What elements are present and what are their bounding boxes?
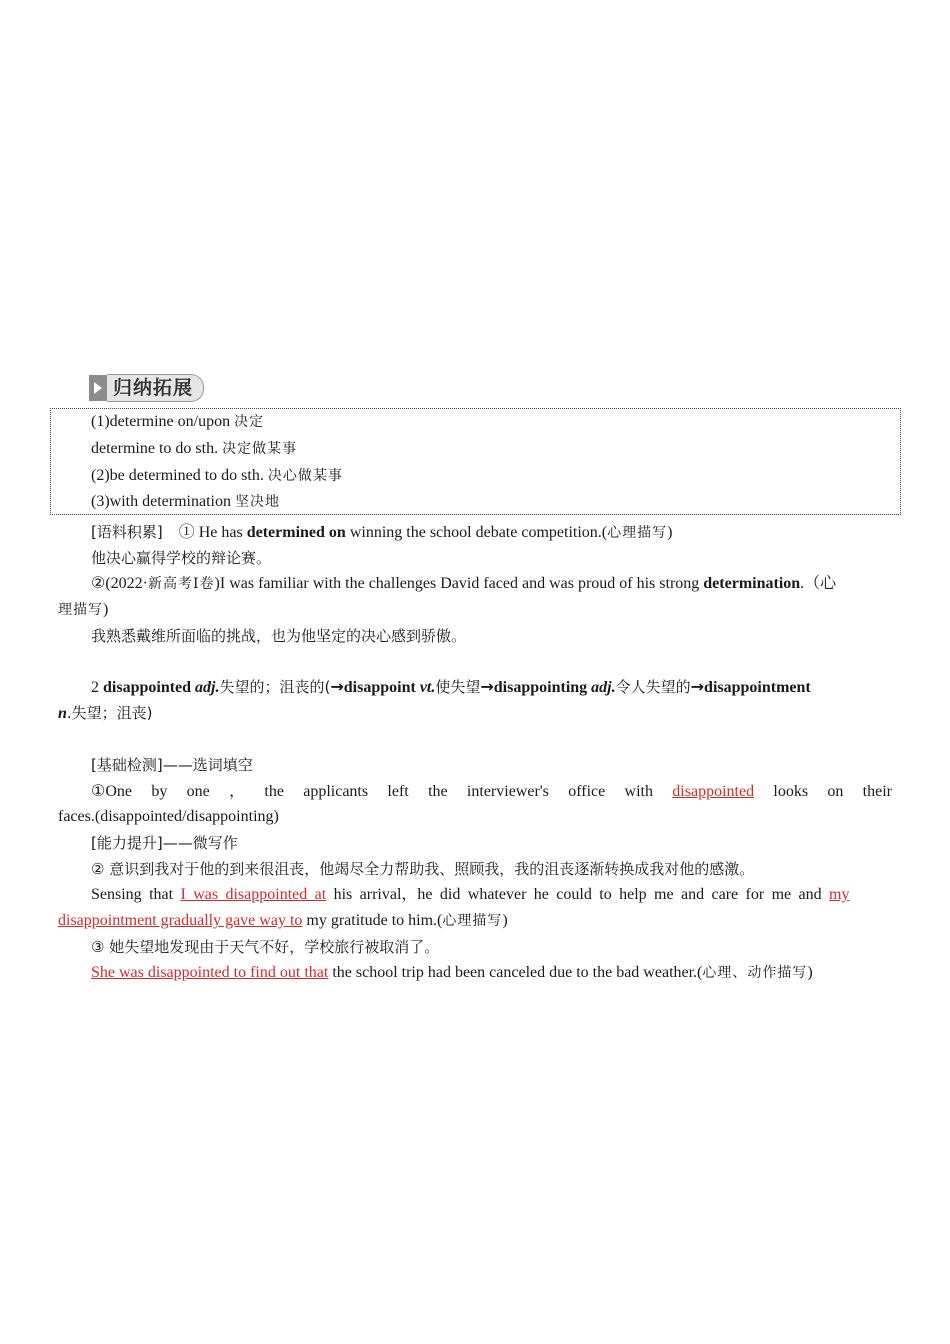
answer-blank: She was disappointed to find out that [91, 964, 329, 981]
corpus-example-2-translation: 我熟悉戴维所面临的挑战，也为他坚定的决心感到骄傲。 [91, 627, 467, 645]
summary-line-3: (2)be determined to do sth. 决心做某事 [91, 467, 343, 484]
corpus-example-1: [语料积累] ① He has determined on winning the school debate competition.(心理描写) [91, 523, 673, 541]
entry-2-heading: 2 disappointed adj.失望的；沮丧的(→disappoint vt.使失望→disappointing adj.令人失望的→disappointment [91, 677, 811, 696]
answer-blank: I was disappointed at [180, 886, 327, 903]
play-arrow-icon [89, 375, 107, 401]
section-title: 归纳拓展 [107, 374, 204, 402]
section-badge [89, 374, 204, 402]
answer-blank: disappointment gradually gave way to [58, 912, 303, 929]
ability-question-2-line-2: disappointment gradually gave way to my gratitude to him.(心理描写) [58, 912, 508, 929]
answer-blank: my [829, 886, 850, 903]
ability-tag: [能力提升]——微写作 [91, 834, 238, 852]
basic-question-1-cont: faces.(disappointed/disappointing) [58, 808, 279, 825]
basic-question-1: ①One by one ， the applicants left the interviewer's office with disappointed looks on their [91, 779, 892, 805]
corpus-example-2-cont: 理描写) [58, 601, 109, 618]
ability-question-2-line-1: Sensing that I was disappointed at his arrival，he did whatever he could to help me and care for me and my [91, 886, 850, 903]
summary-line-2: determine to do sth. 决定做某事 [91, 440, 298, 457]
summary-line-4: (3)with determination 坚决地 [91, 493, 280, 510]
ability-question-3-line: She was disappointed to find out that the school trip had been canceled due to the bad weather.(心理、动作描写) [91, 964, 813, 981]
corpus-example-1-translation: 他决心赢得学校的辩论赛。 [91, 549, 272, 567]
corpus-example-2: ②(2022·新高考Ⅰ卷)I was familiar with the challenges David faced and was proud of his strong determination.（心 [91, 575, 837, 592]
ability-question-3-cn: ③ 她失望地发现由于天气不好，学校旅行被取消了。 [91, 938, 440, 956]
answer-blank: disappointed [672, 783, 755, 800]
summary-line-1: (1)determine on/upon 决定 [91, 413, 265, 430]
basic-check-tag: [基础检测]——选词填空 [91, 756, 253, 774]
entry-2-heading-cont: n.失望；沮丧) [58, 704, 153, 722]
summary-box [50, 408, 901, 515]
ability-question-2-cn: ② 意识到我对于他的到来很沮丧，他竭尽全力帮助我、照顾我，我的沮丧逐渐转换成我对他的感激。 [91, 860, 755, 878]
